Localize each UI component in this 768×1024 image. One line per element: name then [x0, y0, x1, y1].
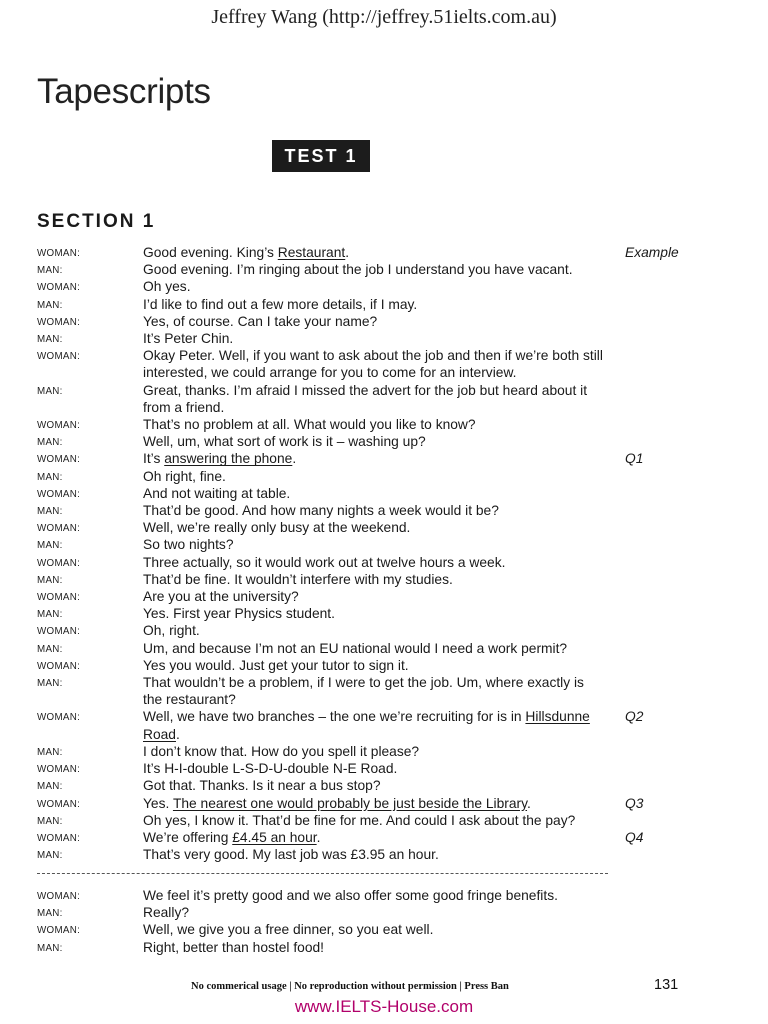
page-number: 131 [654, 977, 679, 993]
speaker-label: MAN: [37, 574, 63, 586]
line-text-part: Really? [143, 905, 190, 921]
speaker-label: WOMAN: [37, 712, 81, 724]
line-text [143, 921, 605, 938]
dialogue-line [0, 939, 768, 956]
line-text [143, 760, 605, 777]
speaker-label: WOMAN: [37, 248, 81, 259]
line-text-part: Yes. First year Physics student. [143, 606, 335, 622]
speaker-label: MAN: [37, 540, 63, 552]
line-text-part: That wouldn’t be a problem, if I were to get the job. Um, where exactly is the restaurant? [143, 675, 584, 708]
answer-underlined: The nearest one would probably be just beside the Library [172, 795, 528, 811]
dialogue-line [0, 846, 768, 863]
dialogue-line [0, 433, 768, 450]
line-text-part: Oh yes. [143, 279, 191, 295]
line-text [143, 536, 605, 553]
line-text [143, 708, 605, 742]
dialogue-line [0, 605, 768, 622]
line-text-part: Great, thanks. I’m afraid I missed the advert for the job but heard about it from a friend. [143, 382, 588, 415]
line-text [143, 588, 605, 605]
dialogue-line [0, 887, 768, 904]
line-text [143, 330, 605, 347]
dialogue-line [0, 760, 768, 777]
speaker-label: MAN: [37, 385, 63, 397]
line-text-part: . [345, 245, 350, 260]
speaker-label: MAN: [37, 265, 63, 277]
line-text [143, 846, 605, 863]
speaker-label: MAN: [37, 643, 63, 655]
dialogue-line [0, 795, 768, 812]
dialogue-line [0, 261, 768, 278]
dialogue-line [0, 330, 768, 347]
line-text-part: . [175, 726, 180, 742]
speaker-label: MAN: [37, 942, 63, 954]
speaker-label: MAN: [37, 471, 63, 483]
speaker-label: MAN: [37, 781, 63, 793]
line-text-part: It’s H-I-double L-S-D-U-double N-E Road. [143, 761, 398, 777]
speaker-label: MAN: [37, 609, 63, 621]
speaker-label: MAN: [37, 334, 63, 346]
line-text-part: And not waiting at table. [143, 485, 291, 501]
line-text-part: Good evening. I’m ringing about the job I understand you have vacant. [143, 262, 573, 278]
line-text [143, 887, 605, 904]
dialogue-line [0, 278, 768, 295]
line-text-part: That’s very good. My last job was £3.95 an hour. [143, 847, 439, 863]
line-text [143, 313, 605, 330]
question-marker: Q4 [625, 829, 644, 845]
line-text-part: Well, we have two branches – the one we’re recruiting for is in [143, 709, 526, 725]
dialogue-line [0, 244, 768, 261]
speaker-label: WOMAN: [37, 798, 81, 810]
line-text [143, 485, 605, 502]
dialogue-line [0, 554, 768, 571]
line-text [143, 605, 605, 622]
speaker-label: WOMAN: [37, 891, 81, 902]
answer-underlined: answering the phone [164, 451, 293, 467]
speaker-label: WOMAN: [37, 557, 81, 569]
speaker-label: WOMAN: [37, 925, 81, 937]
dashed-divider [37, 873, 608, 874]
line-text-part: Are you at the university? [143, 589, 299, 605]
dialogue-line [0, 622, 768, 639]
line-text [143, 939, 605, 956]
line-text-part: Well, um, what sort of work is it – washing up? [143, 434, 426, 450]
line-text-part: That’s no problem at all. What would you like to know? [143, 417, 476, 433]
line-text-part: It’s [143, 451, 165, 467]
line-text [143, 278, 605, 295]
speaker-label: WOMAN: [37, 764, 81, 776]
question-marker: Example [625, 245, 679, 260]
dialogue-line [0, 519, 768, 536]
dialogue-line [0, 485, 768, 502]
dialogue-line [0, 347, 768, 381]
footer-website-link[interactable]: www.IELTS-House.com [294, 997, 474, 1016]
dialogue-line [0, 708, 768, 742]
header-attribution: Jeffrey Wang (http://jeffrey.51ielts.com.au) [211, 6, 557, 28]
dialogue-line [0, 921, 768, 938]
line-text-part: Yes. [143, 795, 173, 811]
speaker-label: MAN: [37, 746, 63, 758]
line-text-part: We feel it’s pretty good and we also offer some good fringe benefits. [143, 888, 558, 903]
line-text-part: So two nights? [143, 537, 234, 553]
speaker-label: WOMAN: [37, 660, 81, 672]
dialogue-line [0, 588, 768, 605]
dialogue-line [0, 468, 768, 485]
line-text-part: Right, better than hostel food! [143, 939, 325, 955]
line-text [143, 244, 605, 261]
dialogue-line [0, 640, 768, 657]
dialogue-block-continued [0, 887, 768, 956]
line-text [143, 795, 605, 812]
line-text-part: Yes you would. Just get your tutor to sign it. [143, 657, 409, 673]
dialogue-line [0, 450, 768, 467]
dialogue-line [0, 904, 768, 921]
speaker-label: WOMAN: [37, 282, 81, 294]
line-text-part: . [316, 829, 321, 845]
line-text-part: That’d be fine. It wouldn’t interfere with my studies. [143, 571, 453, 587]
dialogue-line [0, 416, 768, 433]
line-text [143, 571, 605, 588]
speaker-label: WOMAN: [37, 592, 81, 604]
line-text-part: Oh yes, I know it. That’d be fine for me. And could I ask about the pay? [143, 812, 576, 828]
line-text-part: Well, we give you a free dinner, so you eat well. [143, 922, 434, 938]
line-text [143, 261, 605, 278]
line-text [143, 622, 605, 639]
page-title: Tapescripts [37, 72, 211, 111]
line-text-part: Oh right, fine. [143, 468, 226, 484]
line-text [143, 502, 605, 519]
section-heading: SECTION 1 [37, 211, 156, 232]
speaker-label: MAN: [37, 678, 63, 690]
dialogue-line [0, 536, 768, 553]
answer-underlined: Hillsdunne Road [143, 709, 590, 742]
speaker-label: MAN: [37, 850, 63, 862]
line-text [143, 904, 605, 921]
line-text [143, 777, 605, 794]
line-text-part: . [292, 451, 297, 467]
dialogue-line [0, 777, 768, 794]
dialogue-line [0, 296, 768, 313]
speaker-label: WOMAN: [37, 523, 81, 535]
speaker-label: WOMAN: [37, 488, 81, 500]
question-marker: Q3 [625, 795, 644, 811]
line-text-part: Um, and because I’m not an EU national would I need a work permit? [143, 640, 568, 656]
footer-usage-note: No commerical usage | No reproduction without permission | Press Ban [191, 981, 509, 992]
question-marker: Q1 [625, 451, 644, 467]
line-text [143, 468, 605, 485]
line-text-part: Got that. Thanks. Is it near a bus stop? [143, 778, 381, 794]
dialogue-line [0, 313, 768, 330]
speaker-label: WOMAN: [37, 316, 81, 328]
speaker-label: MAN: [37, 815, 63, 827]
line-text [143, 433, 605, 450]
line-text-part: It’s Peter Chin. [143, 331, 234, 347]
line-text [143, 829, 605, 846]
line-text [143, 296, 605, 313]
line-text-part: Okay Peter. Well, if you want to ask about the job and then if we’re both still interested, we could arrange for you to come for an interview. [143, 348, 603, 381]
dialogue-line [0, 743, 768, 760]
test-label-badge: TEST 1 [272, 140, 370, 172]
line-text-part: I don’t know that. How do you spell it please? [143, 743, 420, 759]
line-text [143, 674, 605, 708]
line-text [143, 812, 605, 829]
speaker-label: WOMAN: [37, 454, 81, 466]
line-text-part: I’d like to find out a few more details, if I may. [143, 296, 418, 312]
line-text-part: Well, we’re really only busy at the weekend. [143, 520, 411, 536]
dialogue-line [0, 657, 768, 674]
line-text [143, 640, 605, 657]
dialogue-line [0, 674, 768, 708]
line-text-part: Yes, of course. Can I take your name? [143, 313, 378, 329]
dialogue-line [0, 812, 768, 829]
line-text-part: Oh, right. [143, 623, 200, 639]
line-text-part: We’re offering [143, 829, 233, 845]
answer-underlined: £4.45 an hour [232, 829, 317, 845]
speaker-label: WOMAN: [37, 351, 81, 363]
line-text [143, 450, 605, 467]
line-text [143, 657, 605, 674]
speaker-label: WOMAN: [37, 420, 81, 432]
line-text-part: That’d be good. And how many nights a week would it be? [143, 503, 499, 519]
line-text [143, 347, 605, 381]
speaker-label: WOMAN: [37, 832, 81, 844]
dialogue-line [0, 829, 768, 846]
line-text-part: Good evening. King’s [143, 245, 278, 260]
line-text-part: . [527, 795, 531, 811]
speaker-label: MAN: [37, 506, 63, 518]
dialogue-line [0, 571, 768, 588]
dialogue-line [0, 382, 768, 416]
question-marker: Q2 [625, 709, 644, 725]
line-text [143, 743, 605, 760]
dialogue-block [0, 244, 768, 863]
line-text [143, 416, 605, 433]
line-text-part: Three actually, so it would work out at twelve hours a week. [143, 554, 506, 570]
line-text [143, 382, 605, 416]
speaker-label: MAN: [37, 908, 63, 920]
speaker-label: MAN: [37, 299, 63, 311]
speaker-label: MAN: [37, 437, 63, 449]
line-text [143, 519, 605, 536]
line-text [143, 554, 605, 571]
dialogue-line [0, 502, 768, 519]
speaker-label: WOMAN: [37, 626, 81, 638]
answer-underlined: Restaurant [277, 245, 346, 260]
